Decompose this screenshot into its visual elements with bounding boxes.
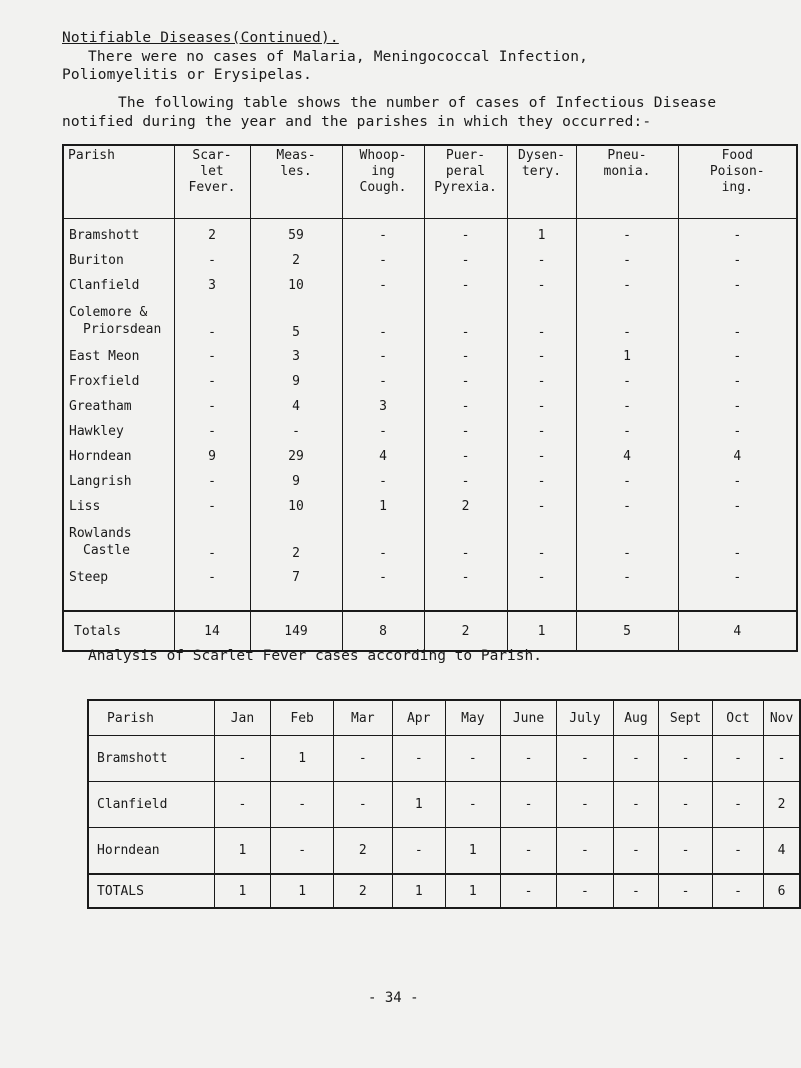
total-value-cell: 14 bbox=[174, 611, 250, 651]
parish-name: Langrish bbox=[69, 474, 132, 489]
column-header bbox=[678, 145, 797, 219]
cell-text-line: Food bbox=[721, 148, 753, 163]
value-cell: - bbox=[576, 394, 678, 419]
parish-cell bbox=[63, 469, 174, 494]
column-header bbox=[342, 145, 424, 219]
value-cell: - bbox=[500, 874, 556, 908]
total-value-cell: 2 bbox=[424, 611, 507, 651]
value-cell: - bbox=[507, 469, 576, 494]
value-cell: - bbox=[424, 248, 507, 273]
value-cell: - bbox=[507, 298, 576, 344]
value-cell: - bbox=[678, 248, 797, 273]
total-value-cell: 5 bbox=[576, 611, 678, 651]
empty-cell bbox=[342, 590, 424, 611]
value-cell: - bbox=[576, 419, 678, 444]
value-cell: 1 bbox=[214, 828, 271, 875]
table-row bbox=[63, 419, 797, 444]
value-cell: 1 bbox=[271, 736, 334, 782]
value-cell: - bbox=[764, 736, 800, 782]
total-value-cell: 1 bbox=[507, 611, 576, 651]
value-cell: 4 bbox=[678, 444, 797, 469]
value-cell: - bbox=[445, 782, 500, 828]
value-cell: - bbox=[424, 519, 507, 565]
value-cell: - bbox=[557, 828, 613, 875]
empty-cell bbox=[174, 590, 250, 611]
value-cell: - bbox=[174, 494, 250, 519]
value-cell: 1 bbox=[392, 782, 445, 828]
value-cell: - bbox=[507, 444, 576, 469]
cell-text-line: ing bbox=[371, 164, 395, 179]
value-cell: 7 bbox=[250, 565, 342, 590]
month-header: Apr bbox=[392, 700, 445, 736]
value-cell: 1 bbox=[392, 874, 445, 908]
value-cell: - bbox=[613, 736, 659, 782]
value-cell: - bbox=[342, 273, 424, 298]
value-cell: - bbox=[342, 519, 424, 565]
value-cell: - bbox=[174, 565, 250, 590]
value-cell: - bbox=[214, 736, 271, 782]
column-header bbox=[576, 145, 678, 219]
page-number: - 34 - bbox=[368, 990, 419, 1006]
intro-line-1: There were no cases of Malaria, Meningococcal Infection, bbox=[88, 49, 589, 65]
cell-text-line: les. bbox=[280, 164, 312, 179]
table-row bbox=[88, 736, 800, 782]
cell-text-line: tery. bbox=[521, 164, 562, 179]
value-cell: 10 bbox=[250, 494, 342, 519]
value-cell: - bbox=[424, 344, 507, 369]
cell-text-line: Pneu- bbox=[607, 148, 647, 163]
table-row bbox=[88, 782, 800, 828]
value-cell: - bbox=[712, 828, 763, 875]
analysis-heading: Analysis of Scarlet Fever cases according to Parish. bbox=[88, 648, 542, 664]
value-cell: 4 bbox=[250, 394, 342, 419]
table-row bbox=[63, 444, 797, 469]
infectious-disease-table bbox=[62, 144, 798, 652]
value-cell: 1 bbox=[576, 344, 678, 369]
parish-cell bbox=[63, 219, 174, 249]
table-row bbox=[63, 298, 797, 344]
month-header: Jan bbox=[214, 700, 271, 736]
value-cell: - bbox=[678, 273, 797, 298]
value-cell: - bbox=[174, 419, 250, 444]
value-cell: - bbox=[678, 219, 797, 249]
value-cell: - bbox=[613, 782, 659, 828]
parish-cell bbox=[63, 394, 174, 419]
value-cell: - bbox=[342, 219, 424, 249]
value-cell: - bbox=[678, 298, 797, 344]
value-cell: - bbox=[576, 298, 678, 344]
value-cell: - bbox=[507, 419, 576, 444]
value-cell: - bbox=[342, 298, 424, 344]
table-row bbox=[63, 248, 797, 273]
value-cell: - bbox=[712, 782, 763, 828]
value-cell: - bbox=[507, 494, 576, 519]
header-row bbox=[88, 700, 800, 736]
value-cell: - bbox=[678, 519, 797, 565]
cell-text-line: Meas- bbox=[276, 148, 316, 163]
value-cell: - bbox=[557, 874, 613, 908]
value-cell: 3 bbox=[342, 394, 424, 419]
value-cell: - bbox=[424, 444, 507, 469]
value-cell: - bbox=[613, 874, 659, 908]
value-cell: - bbox=[342, 344, 424, 369]
value-cell: - bbox=[174, 369, 250, 394]
cell-text-line: Puer- bbox=[445, 148, 486, 163]
value-cell: - bbox=[342, 369, 424, 394]
parish-cell bbox=[63, 344, 174, 369]
value-cell: 2 bbox=[764, 782, 800, 828]
parish-header: Parish bbox=[88, 700, 214, 736]
value-cell: - bbox=[174, 519, 250, 565]
intro-line-4: notified during the year and the parishes in which they occurred:- bbox=[62, 114, 652, 130]
value-cell: - bbox=[659, 782, 713, 828]
cell-text-line: peral bbox=[445, 164, 486, 179]
cell-text-line: Parish bbox=[68, 148, 115, 163]
month-header: Sept bbox=[659, 700, 713, 736]
empty-cell bbox=[63, 590, 174, 611]
value-cell: - bbox=[250, 419, 342, 444]
value-cell: - bbox=[678, 469, 797, 494]
value-cell: - bbox=[271, 782, 334, 828]
parish-cell: Clanfield bbox=[88, 782, 214, 828]
value-cell: - bbox=[342, 419, 424, 444]
parish-cell bbox=[63, 419, 174, 444]
parish-cell bbox=[63, 565, 174, 590]
column-header bbox=[250, 145, 342, 219]
value-cell: 2 bbox=[333, 874, 392, 908]
value-cell: - bbox=[445, 736, 500, 782]
value-cell: - bbox=[678, 344, 797, 369]
value-cell: 4 bbox=[764, 828, 800, 875]
value-cell: - bbox=[424, 369, 507, 394]
parish-cell bbox=[63, 273, 174, 298]
parish-name-line: Rowlands bbox=[69, 526, 132, 541]
spacer-row bbox=[63, 590, 797, 611]
value-cell: 2 bbox=[174, 219, 250, 249]
table-row bbox=[63, 565, 797, 590]
value-cell: - bbox=[424, 298, 507, 344]
value-cell: - bbox=[576, 494, 678, 519]
value-cell: - bbox=[659, 736, 713, 782]
intro-line-3: The following table shows the number of cases of Infectious Disease bbox=[118, 95, 717, 111]
parish-cell: Bramshott bbox=[88, 736, 214, 782]
cell-text-line: Whoop- bbox=[359, 148, 407, 163]
parish-name-line: Castle bbox=[83, 543, 130, 558]
value-cell: 6 bbox=[764, 874, 800, 908]
value-cell: - bbox=[576, 469, 678, 494]
value-cell: - bbox=[659, 828, 713, 875]
cell-text-line: Dysen- bbox=[518, 148, 565, 163]
parish-name: Bramshott bbox=[69, 228, 140, 243]
value-cell: - bbox=[424, 273, 507, 298]
table-row bbox=[88, 828, 800, 875]
value-cell: - bbox=[678, 369, 797, 394]
parish-name: Clanfield bbox=[69, 278, 140, 293]
parish-cell bbox=[63, 494, 174, 519]
value-cell: - bbox=[678, 494, 797, 519]
total-value-cell: 4 bbox=[678, 611, 797, 651]
value-cell: - bbox=[424, 394, 507, 419]
scarlet-fever-analysis-table bbox=[87, 699, 801, 909]
value-cell: - bbox=[500, 736, 556, 782]
value-cell: - bbox=[712, 736, 763, 782]
parish-name: Liss bbox=[69, 499, 101, 514]
cell-text-line: Fever. bbox=[188, 180, 236, 195]
empty-cell bbox=[507, 590, 576, 611]
totals-row bbox=[88, 874, 800, 908]
value-cell: 1 bbox=[271, 874, 334, 908]
cell-text-line: Poison- bbox=[709, 164, 765, 179]
value-cell: - bbox=[174, 394, 250, 419]
value-cell: 2 bbox=[424, 494, 507, 519]
month-header: June bbox=[500, 700, 556, 736]
value-cell: - bbox=[392, 736, 445, 782]
table-row bbox=[63, 394, 797, 419]
month-header: Mar bbox=[333, 700, 392, 736]
intro-line-2: Poliomyelitis or Erysipelas. bbox=[62, 67, 313, 83]
value-cell: - bbox=[174, 344, 250, 369]
empty-cell bbox=[250, 590, 342, 611]
parish-cell bbox=[63, 444, 174, 469]
cell-text-line: monia. bbox=[603, 164, 651, 179]
parish-name: Froxfield bbox=[69, 374, 140, 389]
value-cell: - bbox=[507, 519, 576, 565]
parish-name: Horndean bbox=[69, 449, 132, 464]
cell-text-line: Cough. bbox=[359, 180, 407, 195]
value-cell: 9 bbox=[174, 444, 250, 469]
value-cell: - bbox=[342, 469, 424, 494]
value-cell: 2 bbox=[333, 828, 392, 875]
value-cell: 2 bbox=[250, 519, 342, 565]
value-cell: - bbox=[507, 248, 576, 273]
value-cell: 5 bbox=[250, 298, 342, 344]
value-cell: 1 bbox=[445, 828, 500, 875]
column-header bbox=[174, 145, 250, 219]
value-cell: - bbox=[342, 565, 424, 590]
header-row bbox=[63, 145, 797, 219]
total-value-cell: 149 bbox=[250, 611, 342, 651]
value-cell: - bbox=[613, 828, 659, 875]
value-cell: - bbox=[678, 565, 797, 590]
value-cell: - bbox=[507, 344, 576, 369]
value-cell: 10 bbox=[250, 273, 342, 298]
value-cell: - bbox=[174, 469, 250, 494]
parish-name-line: Colemore & bbox=[69, 305, 148, 320]
value-cell: - bbox=[333, 782, 392, 828]
empty-cell bbox=[678, 590, 797, 611]
value-cell: - bbox=[576, 565, 678, 590]
value-cell: - bbox=[174, 248, 250, 273]
value-cell: - bbox=[500, 828, 556, 875]
value-cell: - bbox=[507, 394, 576, 419]
table-row bbox=[63, 273, 797, 298]
month-header: Oct bbox=[712, 700, 763, 736]
value-cell: - bbox=[557, 736, 613, 782]
column-header bbox=[507, 145, 576, 219]
value-cell: 4 bbox=[576, 444, 678, 469]
parish-cell: TOTALS bbox=[88, 874, 214, 908]
table-row bbox=[63, 519, 797, 565]
cell-text-line: Scar- bbox=[192, 148, 232, 163]
empty-cell bbox=[424, 590, 507, 611]
value-cell: 2 bbox=[250, 248, 342, 273]
parish-name-line: Priorsdean bbox=[83, 322, 162, 337]
value-cell: 29 bbox=[250, 444, 342, 469]
value-cell: - bbox=[333, 736, 392, 782]
value-cell: - bbox=[576, 369, 678, 394]
value-cell: - bbox=[424, 419, 507, 444]
value-cell: 1 bbox=[342, 494, 424, 519]
value-cell: - bbox=[507, 369, 576, 394]
totals-row bbox=[63, 611, 797, 651]
value-cell: - bbox=[576, 273, 678, 298]
value-cell: - bbox=[424, 469, 507, 494]
totals-label: Totals bbox=[63, 611, 174, 651]
parish-cell bbox=[63, 369, 174, 394]
value-cell: - bbox=[557, 782, 613, 828]
value-cell: 3 bbox=[174, 273, 250, 298]
value-cell: - bbox=[424, 565, 507, 590]
section-heading: Notifiable Diseases(Continued). bbox=[62, 30, 339, 46]
value-cell: - bbox=[342, 248, 424, 273]
value-cell: - bbox=[576, 519, 678, 565]
parish-name: East Meon bbox=[69, 349, 140, 364]
value-cell: 1 bbox=[445, 874, 500, 908]
month-header: July bbox=[557, 700, 613, 736]
value-cell: - bbox=[271, 828, 334, 875]
value-cell: 9 bbox=[250, 469, 342, 494]
value-cell: - bbox=[678, 394, 797, 419]
table-row bbox=[63, 219, 797, 249]
table-row bbox=[63, 344, 797, 369]
value-cell: 3 bbox=[250, 344, 342, 369]
value-cell: - bbox=[678, 419, 797, 444]
value-cell: - bbox=[214, 782, 271, 828]
column-header bbox=[424, 145, 507, 219]
month-header: Aug bbox=[613, 700, 659, 736]
parish-name: Greatham bbox=[69, 399, 132, 414]
value-cell: - bbox=[507, 273, 576, 298]
value-cell: - bbox=[424, 219, 507, 249]
value-cell: 1 bbox=[214, 874, 271, 908]
empty-cell bbox=[576, 590, 678, 611]
total-value-cell: 8 bbox=[342, 611, 424, 651]
value-cell: - bbox=[659, 874, 713, 908]
parish-cell bbox=[63, 519, 174, 565]
month-header: May bbox=[445, 700, 500, 736]
value-cell: - bbox=[174, 298, 250, 344]
table-row bbox=[63, 369, 797, 394]
cell-text-line: let bbox=[200, 164, 224, 179]
cell-text-line: Pyrexia. bbox=[434, 180, 497, 195]
value-cell: 4 bbox=[342, 444, 424, 469]
value-cell: - bbox=[712, 874, 763, 908]
column-header bbox=[63, 145, 174, 219]
value-cell: - bbox=[507, 565, 576, 590]
table-row bbox=[63, 494, 797, 519]
parish-cell: Horndean bbox=[88, 828, 214, 875]
value-cell: 9 bbox=[250, 369, 342, 394]
table-row bbox=[63, 469, 797, 494]
parish-name: Steep bbox=[69, 570, 109, 585]
parish-name: Buriton bbox=[69, 253, 124, 268]
month-header: Nov bbox=[764, 700, 800, 736]
value-cell: - bbox=[500, 782, 556, 828]
value-cell: 59 bbox=[250, 219, 342, 249]
value-cell: - bbox=[576, 219, 678, 249]
value-cell: 1 bbox=[507, 219, 576, 249]
value-cell: - bbox=[576, 248, 678, 273]
parish-name: Hawkley bbox=[69, 424, 124, 439]
cell-text-line: ing. bbox=[721, 180, 753, 195]
month-header: Feb bbox=[271, 700, 334, 736]
parish-cell bbox=[63, 298, 174, 344]
parish-cell bbox=[63, 248, 174, 273]
value-cell: - bbox=[392, 828, 445, 875]
